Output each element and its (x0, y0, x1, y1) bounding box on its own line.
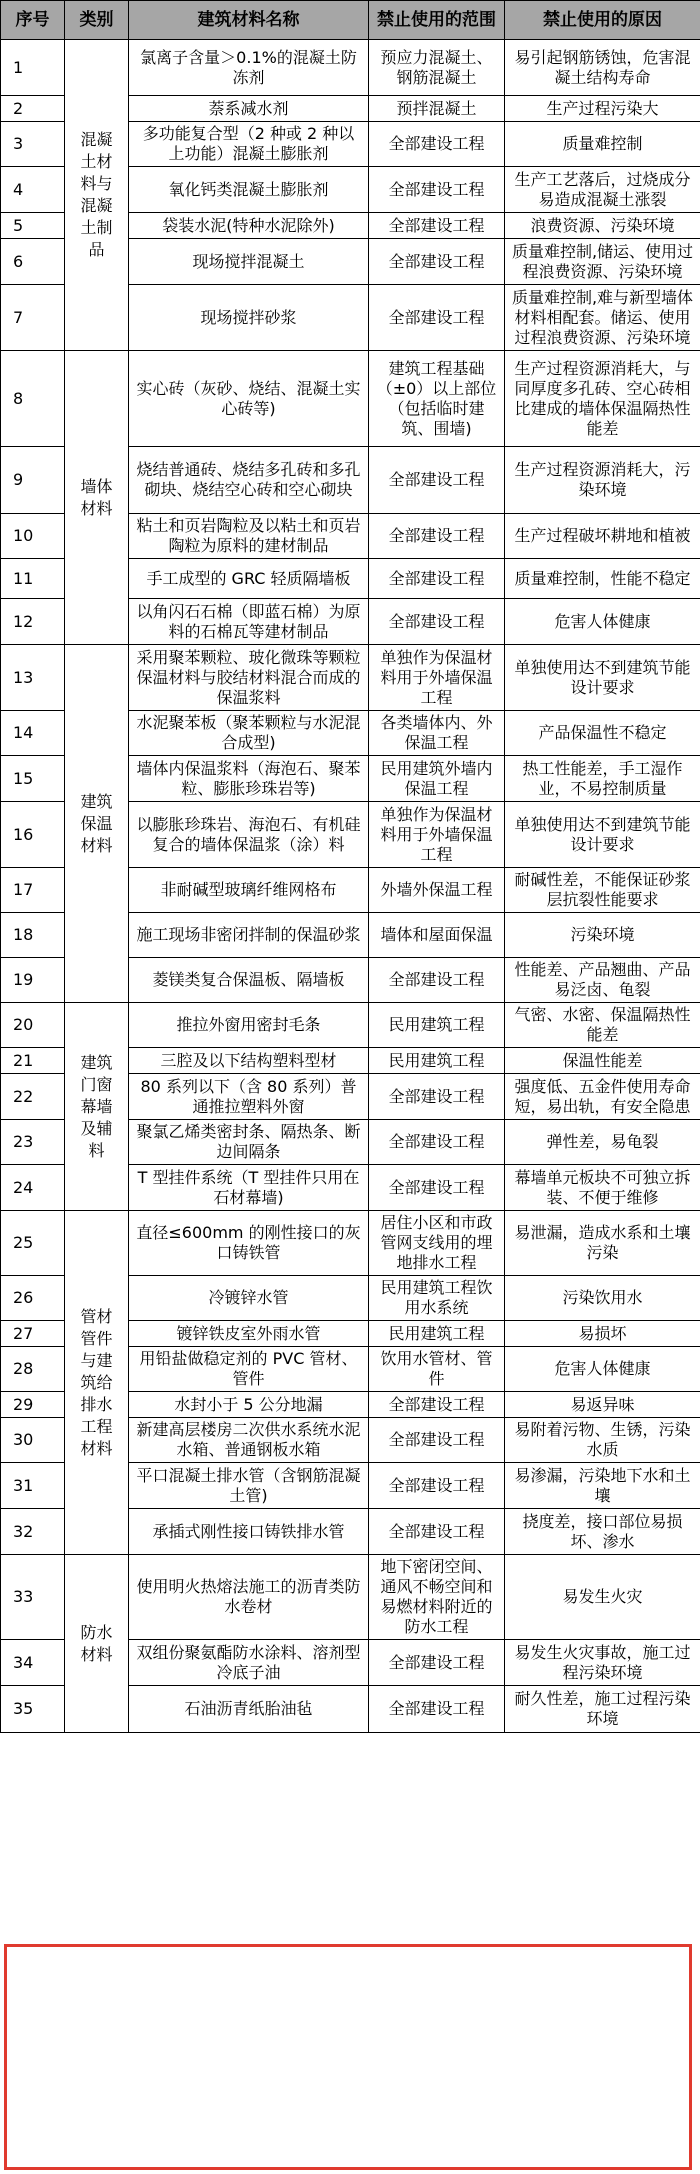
prohibited-reason: 易返异味 (505, 1392, 700, 1418)
prohibited-reason: 强度低、五金件使用寿命短，易出轨，有安全隐患 (505, 1074, 700, 1120)
material-name: T 型挂件系统（T 型挂件只用在石材幕墙) (129, 1165, 369, 1211)
material-name: 80 系列以下（含 80 系列）普通推拉塑料外窗 (129, 1074, 369, 1120)
prohibited-reason: 危害人体健康 (505, 599, 700, 645)
prohibited-scope: 外墙外保温工程 (369, 868, 505, 913)
material-name: 平口混凝土排水管（含钢筋混凝土管) (129, 1463, 369, 1509)
material-name: 菱镁类复合保温板、隔墙板 (129, 958, 369, 1003)
prohibited-scope: 全部建设工程 (369, 1418, 505, 1463)
material-name: 水泥聚苯板（聚苯颗粒与水泥混合成型) (129, 711, 369, 756)
material-name: 以膨胀珍珠岩、海泡石、有机硅复合的墙体保温浆（涂）料 (129, 802, 369, 868)
material-name: 以角闪石石棉（即蓝石棉）为原料的石棉瓦等建材制品 (129, 599, 369, 645)
row-number: 3 (1, 122, 65, 167)
prohibited-scope: 饮用水管材、管件 (369, 1347, 505, 1392)
material-name: 手工成型的 GRC 轻质隔墙板 (129, 559, 369, 599)
material-name: 冷镀锌水管 (129, 1276, 369, 1321)
row-number: 31 (1, 1463, 65, 1509)
prohibited-reason: 弹性差，易龟裂 (505, 1120, 700, 1165)
row-number: 19 (1, 958, 65, 1003)
prohibited-reason: 易引起钢筋锈蚀，危害混凝土结构寿命 (505, 40, 700, 96)
row-number: 7 (1, 285, 65, 351)
prohibited-scope: 全部建设工程 (369, 1074, 505, 1120)
prohibited-reason: 热工性能差，手工湿作业，不易控制质量 (505, 756, 700, 802)
prohibited-scope: 地下密闭空间、通风不畅空间和易燃材料附近的防水工程 (369, 1555, 505, 1640)
row-number: 24 (1, 1165, 65, 1211)
prohibited-scope: 全部建设工程 (369, 514, 505, 559)
prohibited-scope: 全部建设工程 (369, 1392, 505, 1418)
prohibited-scope: 全部建设工程 (369, 1165, 505, 1211)
table-row (1, 1211, 700, 1276)
prohibited-reason: 单独使用达不到建筑节能设计要求 (505, 802, 700, 868)
header-scope: 禁止使用的范围 (369, 1, 505, 40)
row-number: 9 (1, 447, 65, 514)
prohibited-scope: 全部建设工程 (369, 958, 505, 1003)
category-cell: 混凝土材料与混凝土制品 (65, 40, 129, 351)
row-number: 14 (1, 711, 65, 756)
prohibited-reason: 保温性能差 (505, 1048, 700, 1074)
material-name: 墙体内保温浆料（海泡石、聚苯粒、膨胀珍珠岩等) (129, 756, 369, 802)
table-row (1, 1003, 700, 1048)
row-number: 12 (1, 599, 65, 645)
prohibited-reason: 易发生火灾事故，施工过程污染环境 (505, 1640, 700, 1686)
prohibited-reason: 易损坏 (505, 1321, 700, 1347)
row-number: 18 (1, 913, 65, 958)
prohibited-scope: 居住小区和市政管网支线用的埋地排水工程 (369, 1211, 505, 1276)
material-name: 粘土和页岩陶粒及以粘土和页岩陶粒为原料的建材制品 (129, 514, 369, 559)
prohibited-scope: 各类墙体内、外保温工程 (369, 711, 505, 756)
prohibited-scope: 全部建设工程 (369, 559, 505, 599)
prohibited-reason: 易渗漏，污染地下水和土壤 (505, 1463, 700, 1509)
prohibited-scope: 墙体和屋面保温 (369, 913, 505, 958)
material-name: 袋装水泥(特种水泥除外) (129, 213, 369, 239)
prohibited-scope: 全部建设工程 (369, 1463, 505, 1509)
table-row (1, 351, 700, 447)
prohibited-reason: 易泄漏，造成水系和土壤污染 (505, 1211, 700, 1276)
prohibited-scope: 全部建设工程 (369, 213, 505, 239)
prohibited-reason: 单独使用达不到建筑节能设计要求 (505, 645, 700, 711)
row-number: 26 (1, 1276, 65, 1321)
material-name: 非耐碱型玻璃纤维网格布 (129, 868, 369, 913)
material-name: 采用聚苯颗粒、玻化微珠等颗粒保温材料与胶结材料混合而成的保温浆料 (129, 645, 369, 711)
prohibited-reason: 生产过程破坏耕地和植被 (505, 514, 700, 559)
material-name: 承插式刚性接口铸铁排水管 (129, 1509, 369, 1555)
prohibited-scope: 民用建筑外墙内保温工程 (369, 756, 505, 802)
prohibited-scope: 全部建设工程 (369, 1686, 505, 1733)
prohibited-reason: 浪费资源、污染环境 (505, 213, 700, 239)
material-name: 实心砖（灰砂、烧结、混凝土实心砖等) (129, 351, 369, 447)
header-reason: 禁止使用的原因 (505, 1, 700, 40)
table-row (1, 645, 700, 711)
prohibited-scope: 预应力混凝土、钢筋混凝土 (369, 40, 505, 96)
prohibited-scope: 全部建设工程 (369, 599, 505, 645)
row-number: 10 (1, 514, 65, 559)
header-no: 序号 (1, 1, 65, 40)
row-number: 11 (1, 559, 65, 599)
prohibited-reason: 性能差、产品翘曲、产品易泛卤、龟裂 (505, 958, 700, 1003)
material-name: 使用明火热熔法施工的沥青类防水卷材 (129, 1555, 369, 1640)
row-number: 15 (1, 756, 65, 802)
prohibited-reason: 生产过程污染大 (505, 96, 700, 122)
prohibited-reason: 生产工艺落后，过烧成分易造成混凝土涨裂 (505, 167, 700, 213)
material-name: 直径≤600mm 的刚性接口的灰口铸铁管 (129, 1211, 369, 1276)
row-number: 22 (1, 1074, 65, 1120)
material-name: 聚氯乙烯类密封条、隔热条、断边间隔条 (129, 1120, 369, 1165)
row-number: 27 (1, 1321, 65, 1347)
prohibited-scope: 民用建筑工程饮用水系统 (369, 1276, 505, 1321)
row-number: 23 (1, 1120, 65, 1165)
table-row (1, 40, 700, 96)
prohibited-reason: 产品保温性不稳定 (505, 711, 700, 756)
prohibited-scope: 民用建筑工程 (369, 1321, 505, 1347)
prohibited-scope: 民用建筑工程 (369, 1048, 505, 1074)
material-name: 新建高层楼房二次供水系统水泥水箱、普通钢板水箱 (129, 1418, 369, 1463)
prohibited-reason: 易发生火灾 (505, 1555, 700, 1640)
prohibited-scope: 单独作为保温材料用于外墙保温工程 (369, 645, 505, 711)
row-number: 28 (1, 1347, 65, 1392)
category-cell: 管材管件与建筑给排水工程材料 (65, 1211, 129, 1555)
table-body (1, 40, 700, 1733)
prohibited-scope: 民用建筑工程 (369, 1003, 505, 1048)
prohibited-scope: 建筑工程基础（±0）以上部位（包括临时建筑、围墙) (369, 351, 505, 447)
row-number: 20 (1, 1003, 65, 1048)
prohibited-scope: 单独作为保温材料用于外墙保温工程 (369, 802, 505, 868)
material-name: 石油沥青纸胎油毡 (129, 1686, 369, 1733)
row-number: 29 (1, 1392, 65, 1418)
material-name: 现场搅拌混凝土 (129, 239, 369, 285)
material-name: 萘系减水剂 (129, 96, 369, 122)
row-number: 32 (1, 1509, 65, 1555)
header-name: 建筑材料名称 (129, 1, 369, 40)
material-name: 镀锌铁皮室外雨水管 (129, 1321, 369, 1347)
prohibited-reason: 质量难控制，性能不稳定 (505, 559, 700, 599)
prohibited-reason: 质量难控制,储运、使用过程浪费资源、污染环境 (505, 239, 700, 285)
material-name: 烧结普通砖、烧结多孔砖和多孔砌块、烧结空心砖和空心砌块 (129, 447, 369, 514)
header-category: 类别 (65, 1, 129, 40)
prohibited-reason: 危害人体健康 (505, 1347, 700, 1392)
prohibited-reason: 挠度差，接口部位易损坏、渗水 (505, 1509, 700, 1555)
category-cell: 防水材料 (65, 1555, 129, 1733)
prohibited-reason: 易附着污物、生锈，污染水质 (505, 1418, 700, 1463)
material-name: 推拉外窗用密封毛条 (129, 1003, 369, 1048)
row-number: 35 (1, 1686, 65, 1733)
row-number: 34 (1, 1640, 65, 1686)
table-row (1, 1555, 700, 1640)
category-cell: 建筑保温材料 (65, 645, 129, 1003)
material-name: 用铅盐做稳定剂的 PVC 管材、管件 (129, 1347, 369, 1392)
material-name: 施工现场非密闭拌制的保温砂浆 (129, 913, 369, 958)
prohibited-scope: 全部建设工程 (369, 1640, 505, 1686)
material-name: 氯离子含量＞0.1%的混凝土防冻剂 (129, 40, 369, 96)
prohibited-scope: 全部建设工程 (369, 447, 505, 514)
prohibited-reason: 生产过程资源消耗大，与同厚度多孔砖、空心砖相比建成的墙体保温隔热性能差 (505, 351, 700, 447)
prohibited-reason: 气密、水密、保温隔热性能差 (505, 1003, 700, 1048)
prohibited-reason: 耐碱性差，不能保证砂浆层抗裂性能要求 (505, 868, 700, 913)
row-number: 21 (1, 1048, 65, 1074)
prohibited-scope: 全部建设工程 (369, 167, 505, 213)
prohibited-reason: 生产过程资源消耗大，污染环境 (505, 447, 700, 514)
material-name: 三腔及以下结构塑料型材 (129, 1048, 369, 1074)
material-name: 双组份聚氨酯防水涂料、溶剂型冷底子油 (129, 1640, 369, 1686)
row-number: 16 (1, 802, 65, 868)
prohibited-reason: 质量难控制,难与新型墙体材料相配套。储运、使用过程浪费资源、污染环境 (505, 285, 700, 351)
row-number: 1 (1, 40, 65, 96)
prohibited-reason: 质量难控制 (505, 122, 700, 167)
prohibited-scope: 全部建设工程 (369, 285, 505, 351)
prohibited-scope: 全部建设工程 (369, 122, 505, 167)
row-number: 8 (1, 351, 65, 447)
prohibited-scope: 全部建设工程 (369, 239, 505, 285)
row-number: 25 (1, 1211, 65, 1276)
header-row (1, 1, 700, 40)
row-number: 5 (1, 213, 65, 239)
category-cell: 建筑门窗幕墙及辅料 (65, 1003, 129, 1211)
row-number: 33 (1, 1555, 65, 1640)
material-name: 氧化钙类混凝土膨胀剂 (129, 167, 369, 213)
row-number: 4 (1, 167, 65, 213)
prohibited-scope: 预拌混凝土 (369, 96, 505, 122)
prohibited-scope: 全部建设工程 (369, 1509, 505, 1555)
category-cell: 墙体材料 (65, 351, 129, 645)
row-number: 13 (1, 645, 65, 711)
prohibited-scope: 全部建设工程 (369, 1120, 505, 1165)
prohibited-reason: 污染环境 (505, 913, 700, 958)
row-number: 17 (1, 868, 65, 913)
highlight-box (4, 1944, 692, 2170)
row-number: 30 (1, 1418, 65, 1463)
material-name: 现场搅拌砂浆 (129, 285, 369, 351)
prohibited-reason: 幕墙单元板块不可独立拆装、不便于维修 (505, 1165, 700, 1211)
prohibited-reason: 污染饮用水 (505, 1276, 700, 1321)
prohibited-reason: 耐久性差，施工过程污染环境 (505, 1686, 700, 1733)
row-number: 6 (1, 239, 65, 285)
row-number: 2 (1, 96, 65, 122)
material-name: 多功能复合型（2 种或 2 种以上功能）混凝土膨胀剂 (129, 122, 369, 167)
material-name: 水封小于 5 公分地漏 (129, 1392, 369, 1418)
